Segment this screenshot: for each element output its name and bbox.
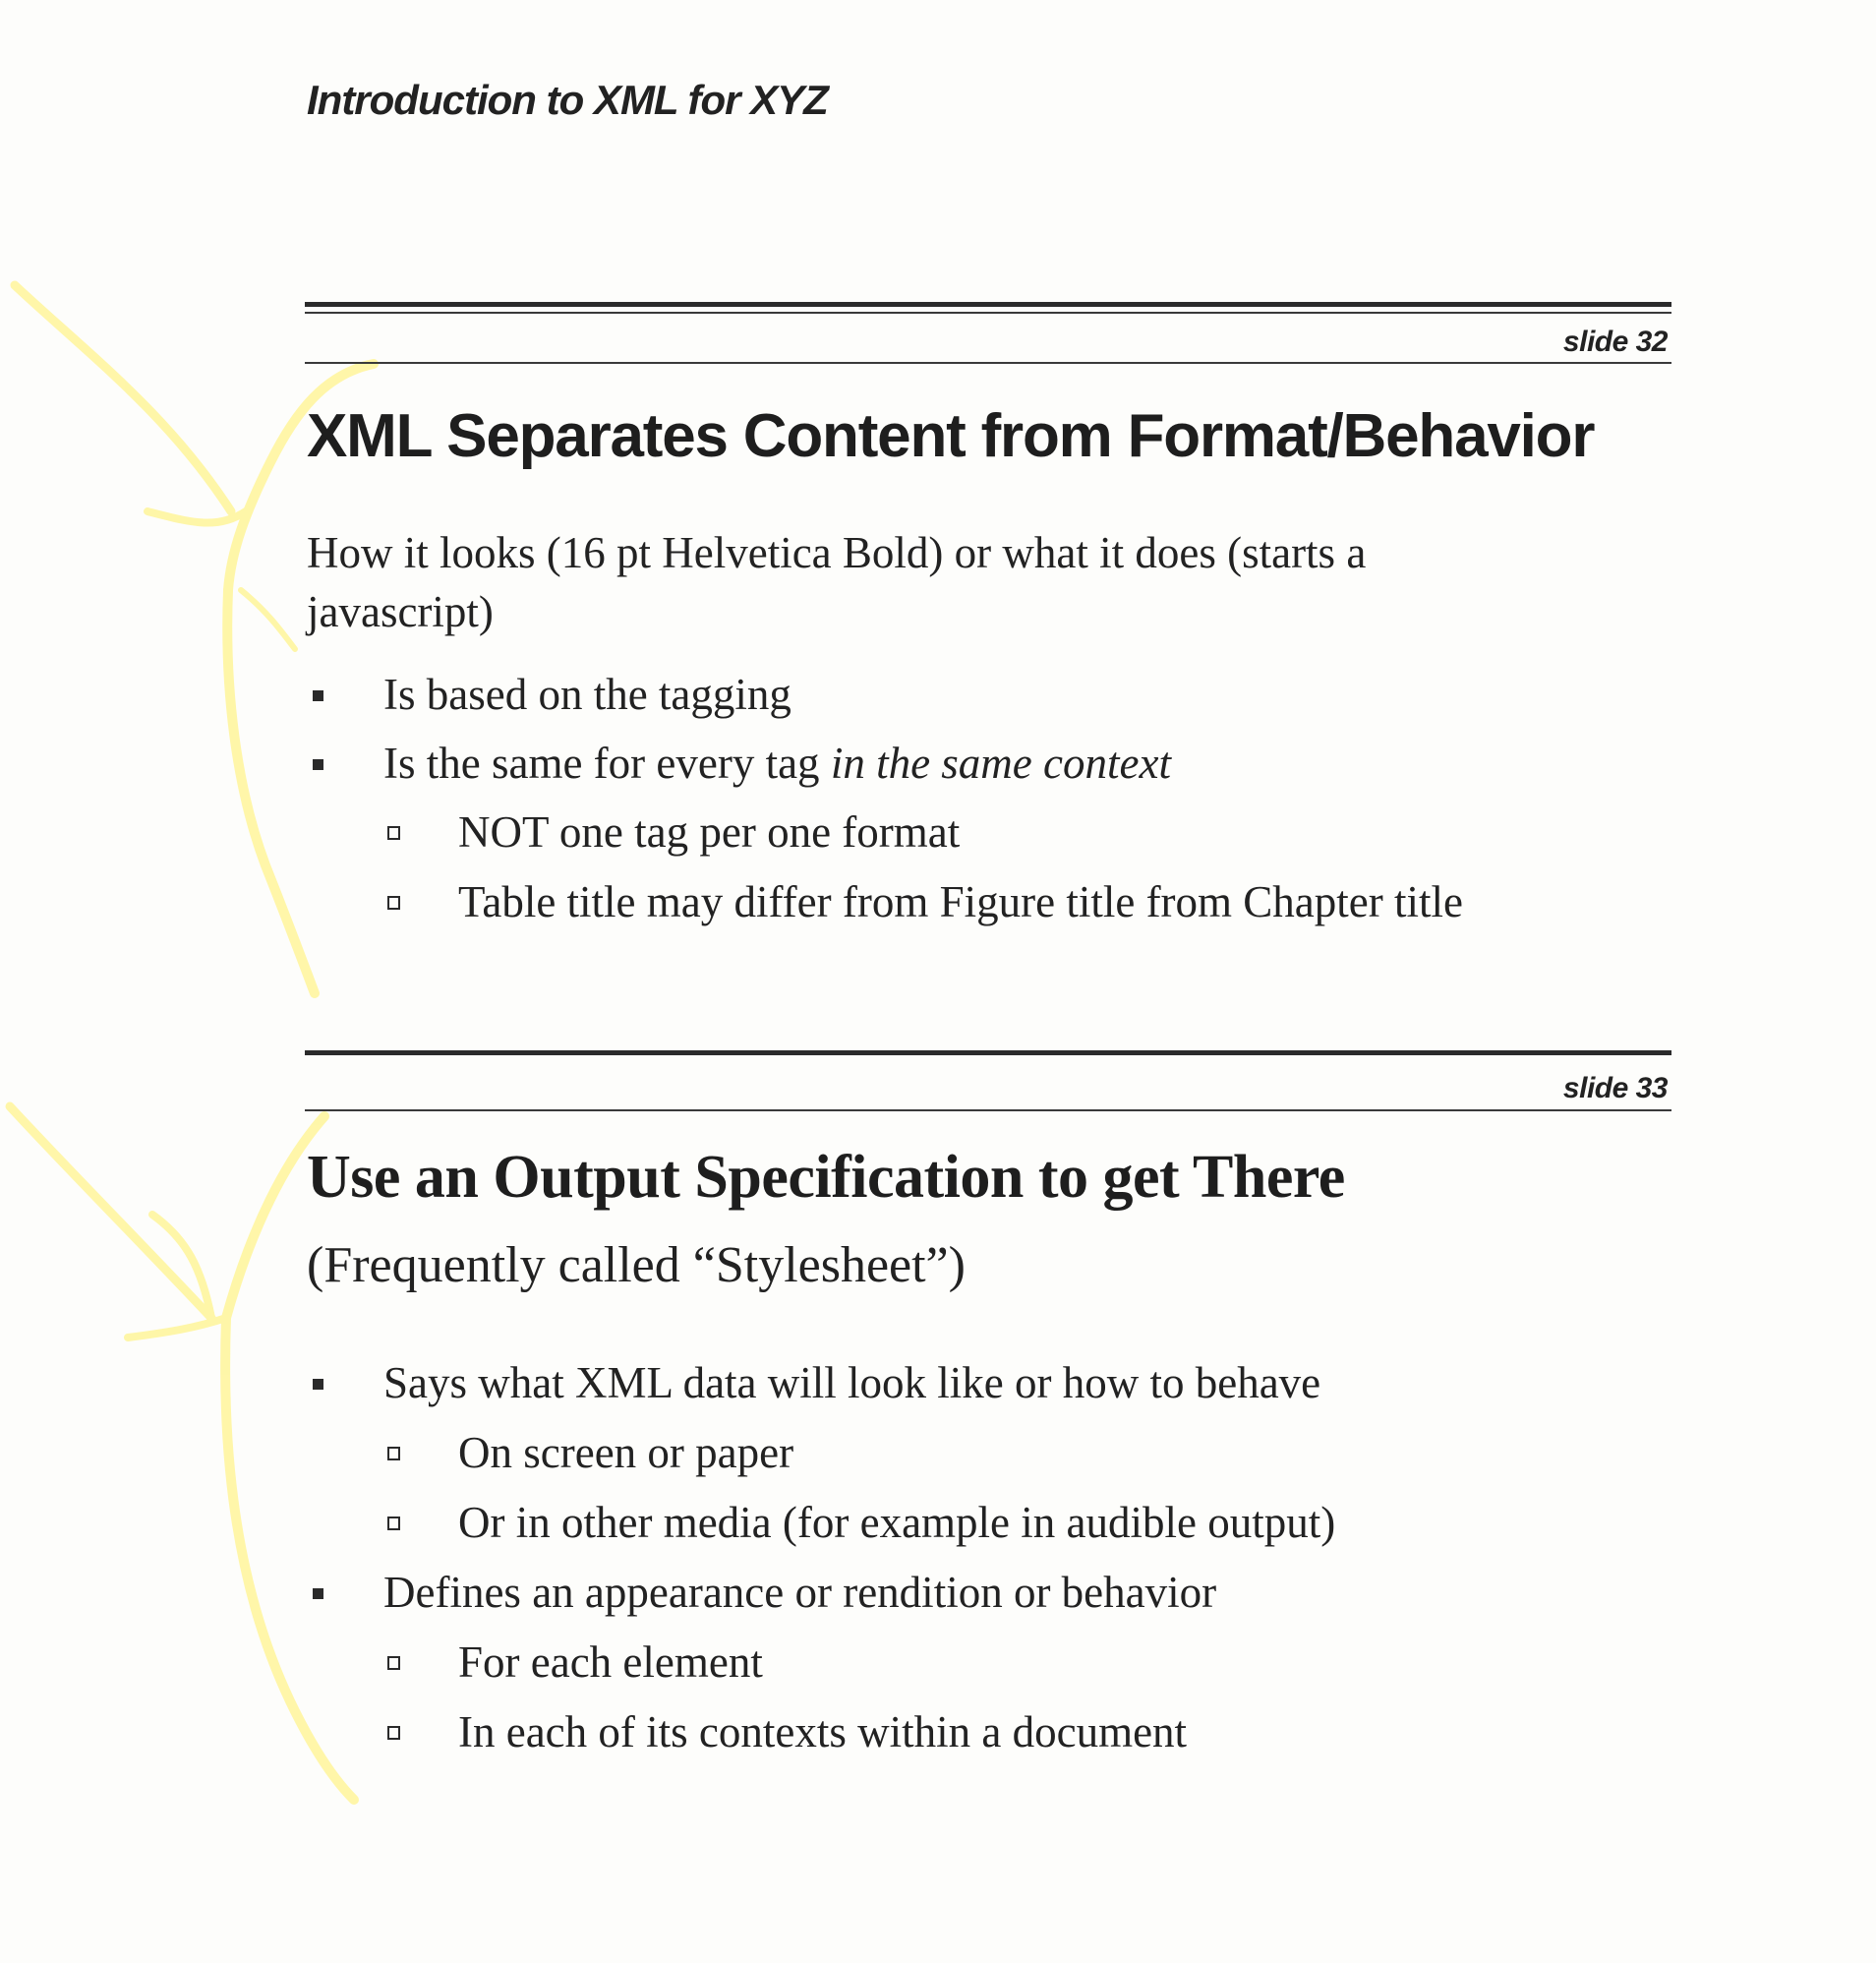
slide-33-subtitle: (Frequently called “Stylesheet”) [307,1237,966,1293]
slide-33-top-rule [305,1050,1671,1055]
slide-33-title: Use an Output Specification to get There [307,1144,1345,1211]
slide-32-title: XML Separates Content from Format/Behavior [307,402,1595,470]
subbullet-text: On screen or paper [458,1428,794,1477]
slide-32-subbullet-1 [458,806,960,858]
slide-33-divider [305,1109,1671,1111]
subbullet-text: Or in other media (for example in audible output) [458,1498,1336,1547]
slide-32-intro-text: How it looks (16 pt Helvetica Bold) or what it does (starts a javascript) [307,528,1367,636]
slide-33-bullet-2 [383,1567,1216,1618]
bullet-text: Is based on the tagging [383,670,791,719]
slide-33-subbullet-1 [458,1427,793,1478]
document-header-title: Introduction to XML for XYZ [307,77,828,123]
slide-33-subbullet-2 [458,1497,1335,1548]
slide-32-top-rule-thin [305,312,1671,314]
slide-32 [305,295,1671,964]
hollow-square-bullet-icon [387,1447,400,1460]
hollow-square-bullet-icon [387,1656,400,1670]
slide-32-bullet-2 [383,738,1171,789]
hollow-square-bullet-icon [387,826,400,840]
bullet-text: Defines an appearance or rendition or behavior [383,1568,1217,1617]
hollow-square-bullet-icon [387,896,400,910]
bullet-text: Says what XML data will look like or how to behave [383,1358,1321,1407]
slide-33-subbullet-3 [458,1636,763,1688]
slide-33-subbullet-4 [458,1706,1187,1757]
subbullet-text: NOT one tag per one format [458,807,961,857]
square-bullet-icon [313,759,323,770]
subbullet-text: Table title may differ from Figure title from Chapter title [458,877,1463,926]
slide-33 [305,1044,1671,1890]
square-bullet-icon [313,1379,323,1390]
slide-32-number: slide 32 [1562,326,1668,358]
hollow-square-bullet-icon [387,1726,400,1740]
subbullet-text: For each element [458,1637,763,1687]
slide-32-subbullet-2 [458,876,1463,927]
subbullet-text: In each of its contexts within a document [458,1707,1188,1756]
hollow-square-bullet-icon [387,1517,400,1530]
slide-32-top-rule [305,302,1671,307]
slide-33-number: slide 33 [1562,1072,1668,1104]
square-bullet-icon [313,1588,323,1599]
slide-32-bullet-1 [383,669,791,720]
bullet-emphasis-text: in the same context [830,739,1171,788]
bullet-text: Is the same for every tag [383,739,831,788]
square-bullet-icon [313,690,323,701]
slide-33-bullet-1 [383,1357,1320,1408]
slide-32-divider [305,362,1671,364]
